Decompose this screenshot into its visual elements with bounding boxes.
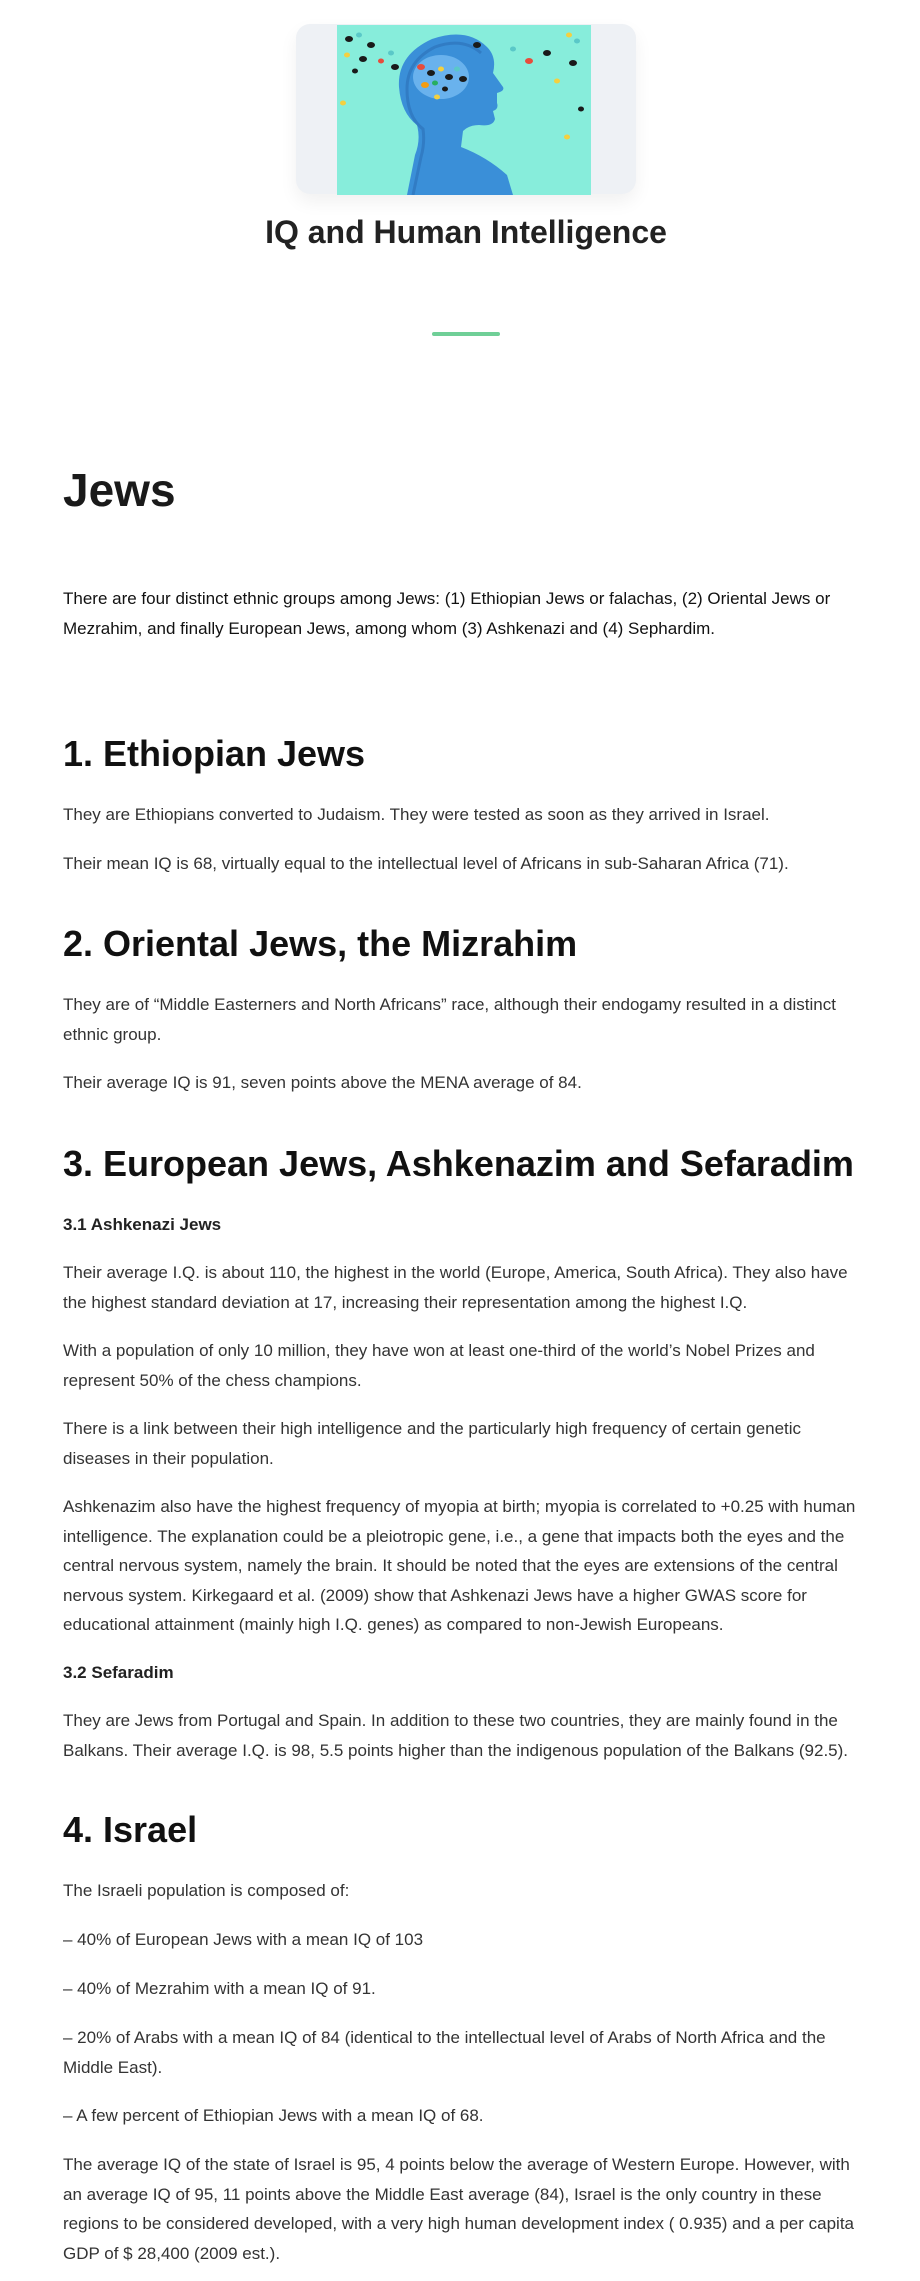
list-item: – A few percent of Ethiopian Jews with a mean IQ of 68.: [63, 2106, 484, 2125]
site-logo[interactable]: [337, 25, 591, 195]
paragraph: They are Jews from Portugal and Spain. In addition to these two countries, they are mainly found in the Balkans. Their average I.Q. is 98, 5.5 points higher than the indigenous population of the Balkans (92.5).: [63, 1711, 849, 1760]
paragraph: Their average IQ is 91, seven points above the MENA average of 84.: [63, 1073, 582, 1092]
section-heading: 3. European Jews, Ashkenazim and Sefaradim: [63, 1143, 854, 1184]
head-profile-icon: [337, 25, 591, 195]
paragraph: They are of “Middle Easterners and North Africans” race, although their endogamy resulted in a distinct ethnic group.: [63, 995, 836, 1044]
paragraph: Their average I.Q. is about 110, the highest in the world (Europe, America, South Africa). They also have the highest standard deviation at 17, increasing their representation among the highest I.Q.: [63, 1263, 848, 1312]
site-header: [0, 0, 920, 350]
intro-paragraph: There are four distinct ethnic groups among Jews: (1) Ethiopian Jews or falachas, (2) Oriental Jews or Mezrahim, and finally European Jews, among whom (3) Ashkenazi and (4) Sephardim.: [63, 589, 831, 638]
list-item: – 40% of European Jews with a mean IQ of 103: [63, 1930, 424, 1949]
paragraph: The average IQ of the state of Israel is 95, 4 points below the average of Western Europe. However, with an average IQ of 95, 11 points above the Middle East average (84), Israel is the only country in these regions to be considered developed, with a very high human development index ( 0.935) and a per capita GDP of $ 28,400 (2009 est.).: [63, 2155, 855, 2263]
list-item: – 20% of Arabs with a mean IQ of 84 (identical to the intellectual level of Arabs of North Africa and the Middle East).: [63, 2028, 826, 2077]
paragraph: There is a link between their high intelligence and the particularly high frequency of certain genetic diseases in their population.: [63, 1419, 802, 1468]
section-heading: 1. Ethiopian Jews: [63, 733, 366, 774]
subsection-heading: 3.2 Sefaradim: [63, 1663, 174, 1682]
title-underline: [432, 332, 500, 336]
paragraph: Ashkenazim also have the highest frequency of myopia at birth; myopia is correlated to +0.25 with human intelligence. The explanation could be a pleiotropic gene, i.e., a gene that impacts both the eyes and the central nervous system, namely the brain. It should be noted that the eyes are extensions of the central nervous system. Kirkegaard et al. (2009) show that Ashkenazi Jews have a higher GWAS score for educational attainment (mainly high I.Q. genes) as compared to non-Jewish Europeans.: [63, 1497, 856, 1634]
paragraph: With a population of only 10 million, they have won at least one-third of the world’s Nobel Prizes and represent 50% of the chess champions.: [63, 1341, 815, 1390]
page-title: Jews: [63, 464, 176, 516]
section-heading: 4. Israel: [63, 1809, 198, 1850]
list-item: – 40% of Mezrahim with a mean IQ of 91.: [63, 1979, 376, 1998]
subsection-heading: 3.1 Ashkenazi Jews: [63, 1215, 222, 1234]
paragraph: Their mean IQ is 68, virtually equal to the intellectual level of Africans in sub-Saharan Africa (71).: [63, 854, 789, 873]
paragraph: The Israeli population is composed of:: [63, 1881, 350, 1900]
site-title[interactable]: IQ and Human Intelligence: [265, 214, 667, 250]
section-heading: 2. Oriental Jews, the Mizrahim: [63, 923, 578, 964]
paragraph: They are Ethiopians converted to Judaism. They were tested as soon as they arrived in Israel.: [63, 805, 770, 824]
